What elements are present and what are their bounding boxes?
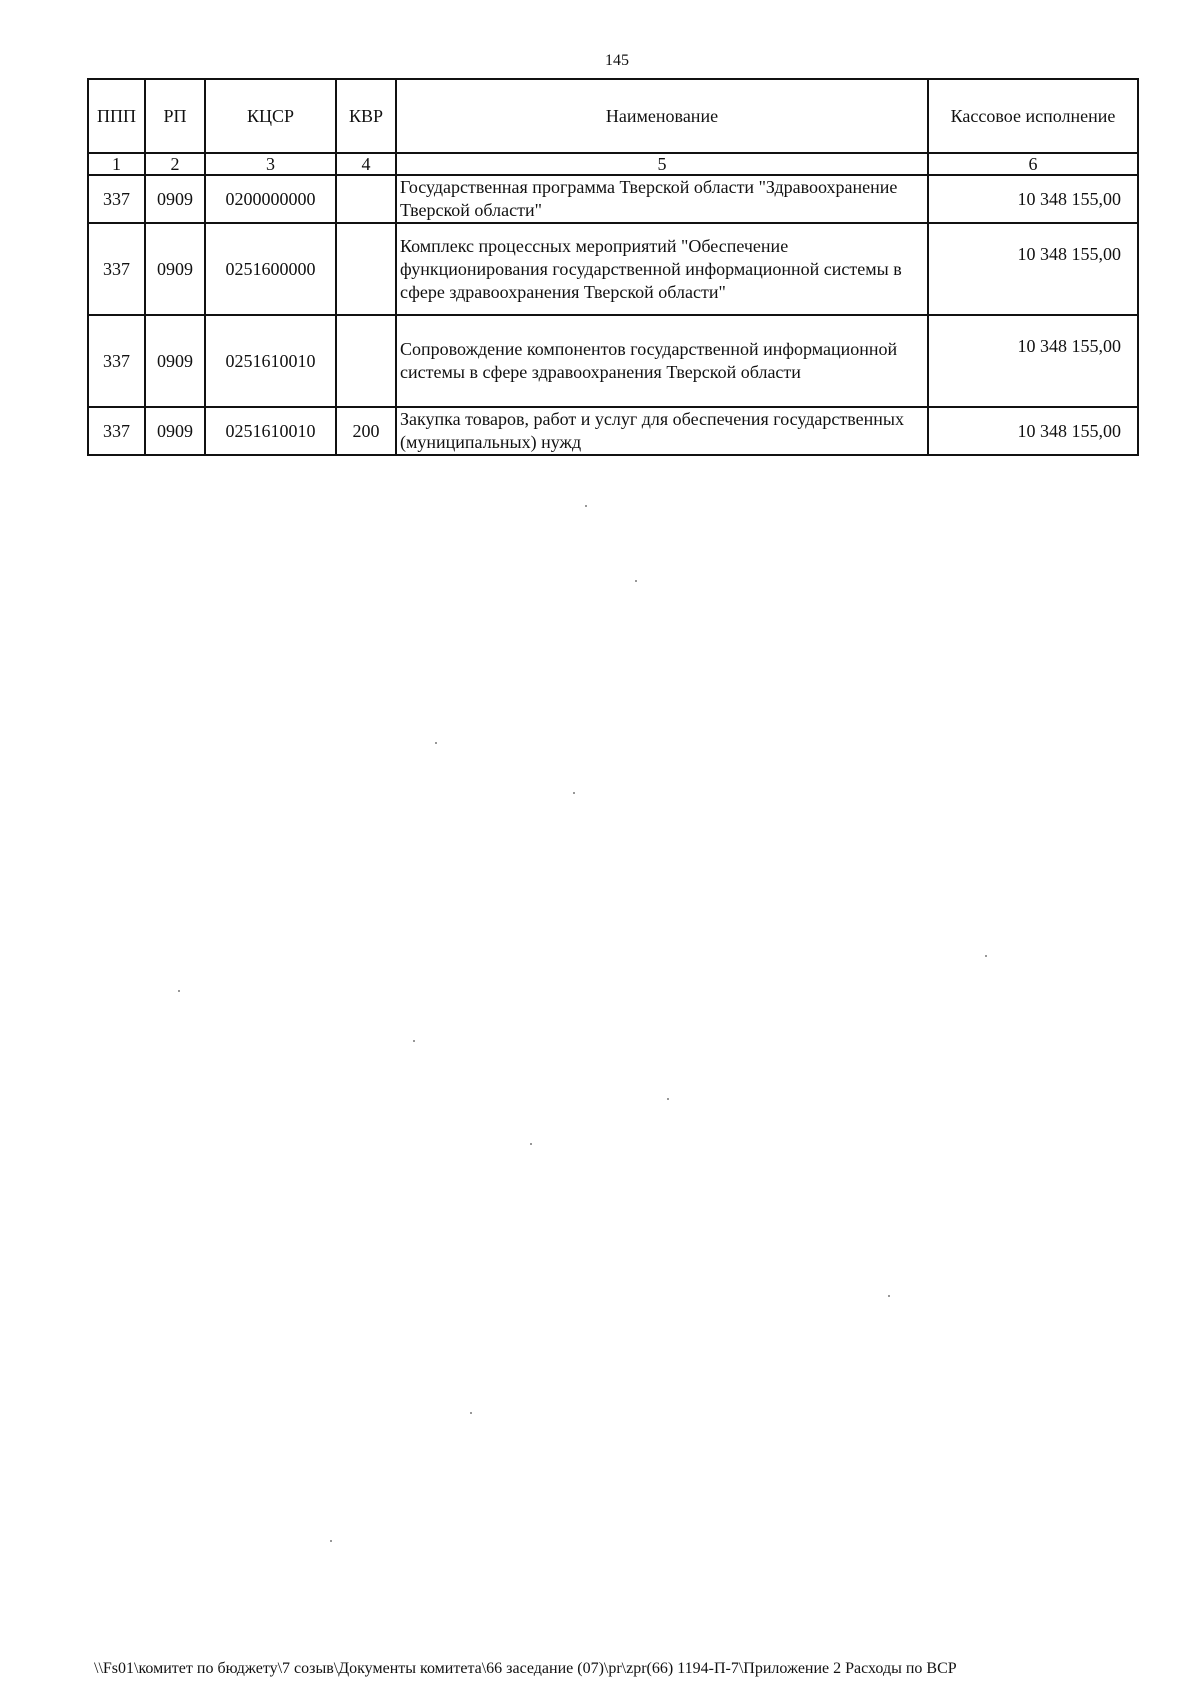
cell-name: Государственная программа Тверской области "Здравоохранение Тверской области" [396, 175, 928, 223]
cell-amount: 10 348 155,00 [928, 223, 1138, 315]
column-number: 3 [205, 153, 336, 175]
cell-kcsr: 0251600000 [205, 223, 336, 315]
cell-kcsr: 0200000000 [205, 175, 336, 223]
cell-kcsr: 0251610010 [205, 407, 336, 455]
scan-speck [470, 1412, 472, 1414]
cell-kcsr: 0251610010 [205, 315, 336, 407]
scan-speck [413, 1040, 415, 1042]
scan-speck [530, 1143, 532, 1145]
table-row [88, 175, 1138, 223]
cell-kvr [336, 175, 396, 223]
header-cash-execution: Кассовое исполнение [928, 79, 1138, 153]
header-rp: РП [145, 79, 205, 153]
header-name: Наименование [396, 79, 928, 153]
cell-name: Закупка товаров, работ и услуг для обеспечения государственных (муниципальных) нужд [396, 407, 928, 455]
cell-rp: 0909 [145, 223, 205, 315]
expenditure-table [87, 78, 1139, 456]
table-row [88, 223, 1138, 315]
cell-rp: 0909 [145, 315, 205, 407]
cell-ppp: 337 [88, 315, 145, 407]
footer-file-path: \\Fs01\комитет по бюджету\7 созыв\Документы комитета\66 заседание (07)\pr\zpr(66) 1194-П-7\Приложение 2 Расходы по ВСР [94, 1660, 957, 1677]
cell-ppp: 337 [88, 175, 145, 223]
table-row [88, 407, 1138, 455]
cell-kvr [336, 223, 396, 315]
cell-kvr [336, 315, 396, 407]
column-number: 2 [145, 153, 205, 175]
table-header-row [88, 79, 1138, 153]
cell-ppp: 337 [88, 223, 145, 315]
scan-speck [435, 742, 437, 744]
cell-kvr: 200 [336, 407, 396, 455]
scan-speck [573, 792, 575, 794]
scan-speck [330, 1540, 332, 1542]
scan-speck [667, 1098, 669, 1100]
cell-name: Комплекс процессных мероприятий "Обеспечение функционирования государственной информационной системы в сфере здравоохранения Тверской области" [396, 223, 928, 315]
table-row [88, 315, 1138, 407]
scan-speck [985, 955, 987, 957]
scan-speck [635, 580, 637, 582]
scan-speck [178, 990, 180, 992]
cell-rp: 0909 [145, 175, 205, 223]
header-ppp: ППП [88, 79, 145, 153]
cell-rp: 0909 [145, 407, 205, 455]
cell-ppp: 337 [88, 407, 145, 455]
cell-amount: 10 348 155,00 [928, 175, 1138, 223]
page-number: 145 [605, 52, 629, 69]
column-number: 4 [336, 153, 396, 175]
column-number: 1 [88, 153, 145, 175]
cell-amount: 10 348 155,00 [928, 407, 1138, 455]
column-number-row [88, 153, 1138, 175]
column-number: 5 [396, 153, 928, 175]
scan-speck [585, 505, 587, 507]
column-number: 6 [928, 153, 1138, 175]
scan-speck [888, 1295, 890, 1297]
header-kvr: КВР [336, 79, 396, 153]
cell-amount: 10 348 155,00 [928, 315, 1138, 407]
header-kcsr: КЦСР [205, 79, 336, 153]
cell-name: Сопровождение компонентов государственной информационной системы в сфере здравоохранения Тверской области [396, 315, 928, 407]
